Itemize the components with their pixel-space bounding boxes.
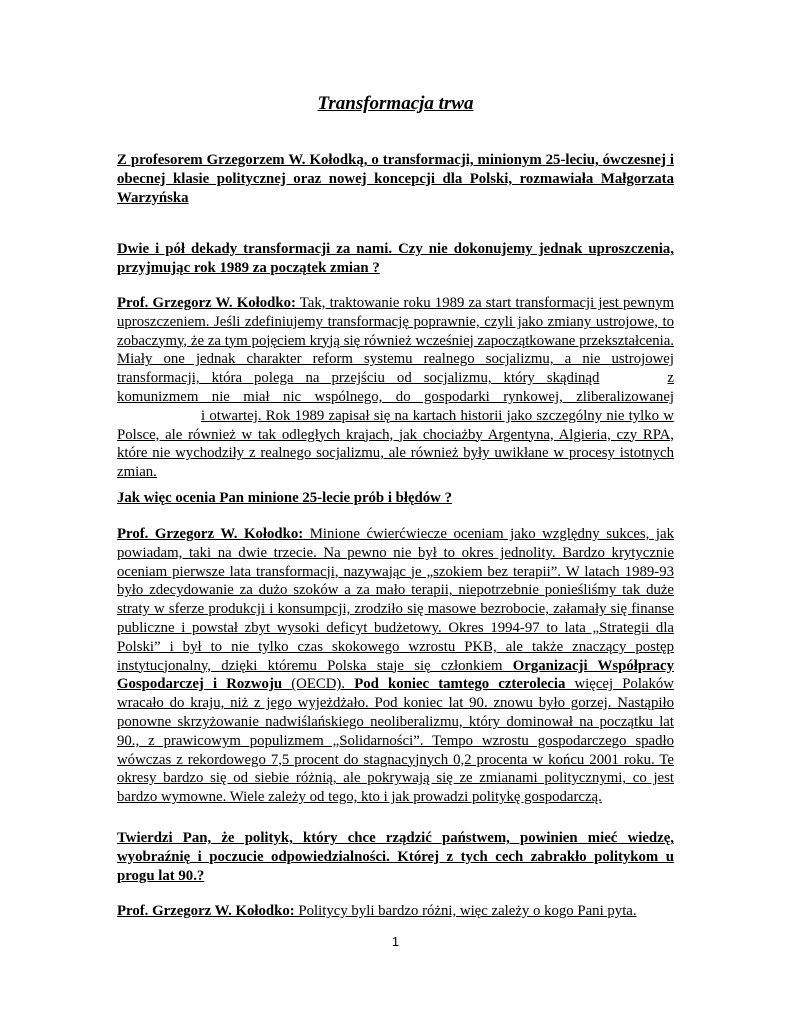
question-1: Dwie i pół dekady transformacji za nami. Czy nie dokonujemy jednak uproszczenia, przyjmując rok 1989 za początek zmian ? — [117, 241, 674, 276]
answer-2-bold-1: Organizacji Współpracy Gospodarczej i Rozwoju — [117, 657, 674, 693]
answer-2-text-3: więcej Polaków wracało do kraju, niż z jego wyjeżdżało. Pod koniec lat 90. znowu było gorzej. Nastąpiło ponowne skrzyżowanie nadwiślańskiego neoliberalizmu, który dominował na początku lat 90., z prawicowym populizmem „Solidarności”. Tempo wzrostu gospodarczego spadło wówczas z rekordowego 7,5 procent do stagnacyjnych 0,2 procenta w końcu 2001 roku. Te okresy bardzo się od siebie różnią, ale pokrywają się ze zmianami politycznymi, co jest bardzo wymowne. Wiele zależy od tego, kto i jak prowadzi politykę gospodarczą. — [117, 676, 674, 806]
answer-1-text-1: Tak, traktowanie roku 1989 za start transformacji jest pewnym uproszczeniem. Jeśli zdefiniujemy transformację poprawnie, czyli jako zmiany ustrojowe, to zobaczymy, że za tym pojęciem kryją się również wcześniej zapoczątkowane przekształcenia. Miały one jednak charakter reform systemu realnego socjalizmu, a nie ustrojowej transformacji, która polega na przejściu od socjalizmu, który skądinąd — [117, 295, 674, 387]
question-3: Twierdzi Pan, że polityk, który chce rządzić państwem, powinien mieć wiedzę, wyobraźnię i poczucie odpowiedzialności. Której z tych cech zabrakło politykom u progu lat 90.? — [117, 830, 674, 884]
speaker-label: Prof. Grzegorz W. Kołodko: — [117, 903, 295, 919]
answer-2-text-2: (OECD). — [282, 676, 355, 693]
answer-3-text: Politycy byli bardzo różni, więc zależy o kogo Pani pyta. — [294, 903, 637, 919]
article-lead: Z profesorem Grzegorzem W. Kołodką, o transformacji, minionym 25-leciu, ówczesnej i obecnej klasie politycznej oraz nowej koncepcji dla Polski, rozmawiała Małgorzata Warzyńska — [117, 152, 674, 206]
page-number: 1 — [391, 934, 400, 949]
speaker-label: Prof. Grzegorz W. Kołodko: — [117, 295, 296, 311]
article-title: Transformacja trwa — [317, 93, 474, 114]
speaker-label: Prof. Grzegorz W. Kołodko: — [117, 526, 304, 542]
answer-2 — [117, 525, 674, 807]
answer-1 — [117, 294, 674, 482]
answer-2-text-1: Minione ćwierćwiecze oceniam jako względny sukces, jak powiadam, taki na dwie trzecie. Na pewno nie był to okres jednolity. Bardzo krytycznie oceniam pierwsze lata transformacji, nazywając je „szokiem bez terapii”. W latach 1989-93 było zdecydowanie za dużo szoków a za mało terapii, niepotrzebnie ponieśliśmy tak duże straty w sferze produkcji i konsumpcji, zrodziło się masowe bezrobocie, załamały się finanse publiczne i powstał zbyt wysoki deficyt budżetowy. Okres 1994-97 to lata „Strategii dla Polski” i był to nie tylko czas skokowego wzrostu PKB, ale także znaczący postęp instytucjonalny, dzięki któremu Polska staje się członkiem — [117, 526, 674, 674]
answer-1-text-3: i otwartej. Rok 1989 zapisał się na kartach historii jako szczególny nie tylko w Polsce, ale również w tak odległych krajach, jak chociażby Argentyna, Algieria, czy RPA, które nie wychodziły z realnego socjalizmu, ale również były uwikłane w procesy istotnych zmian. — [117, 407, 674, 481]
question-2: Jak więc ocenia Pan minione 25-lecie prób i błędów ? — [117, 490, 452, 506]
answer-2-bold-2: Pod koniec tamtego czterolecia — [354, 676, 566, 693]
answer-3 — [117, 902, 674, 921]
answer-1-text-2: z komunizmem nie miał nic wspólnego, do gospodarki rynkowej, zliberalizowanej — [117, 370, 674, 405]
